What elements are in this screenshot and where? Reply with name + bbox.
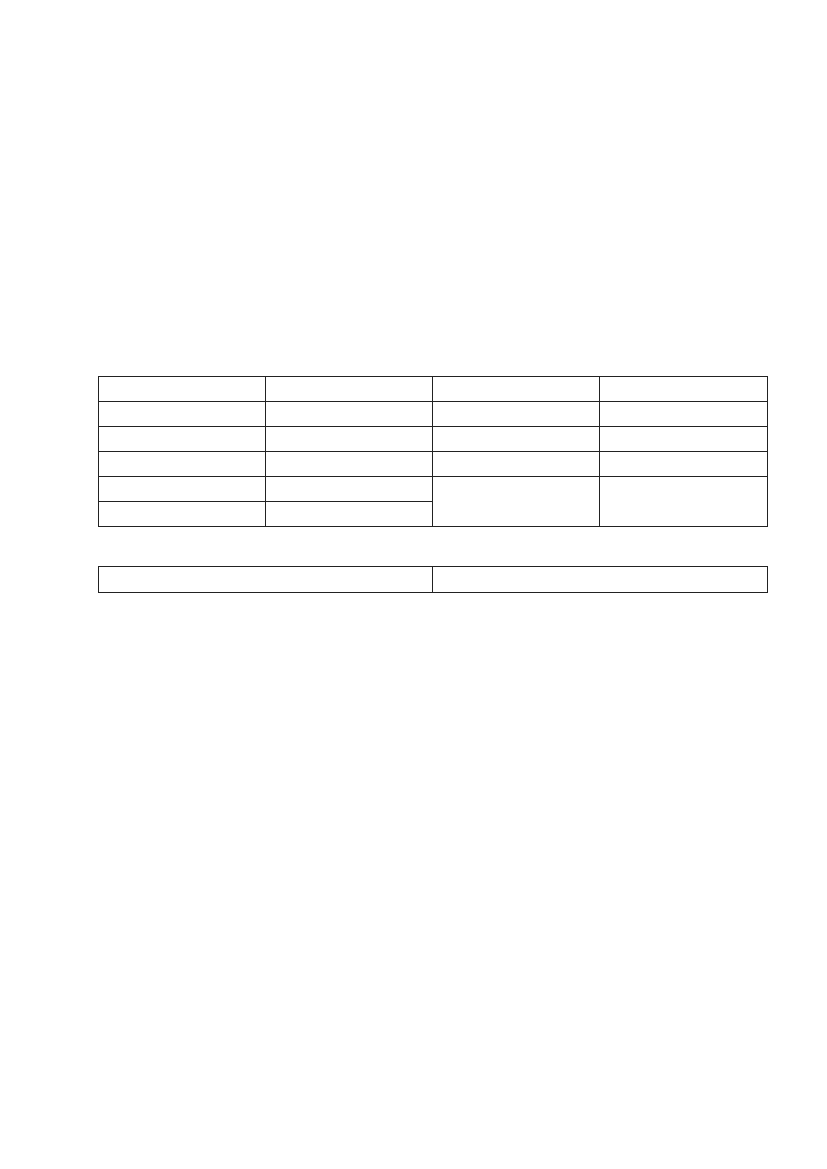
table-row [99,477,768,502]
table-header-cell [99,567,433,593]
table-row [99,452,768,477]
table-header-cell [265,377,432,402]
table-cell [432,477,600,527]
table-header-cell [600,377,768,402]
table-cell [265,477,432,502]
table-cell [265,452,432,477]
table-row [99,427,768,452]
table-cell [99,452,266,477]
table-header-cell [433,567,768,593]
table-header-cell [432,377,600,402]
table-cell [265,502,432,527]
table-header-cell [99,377,266,402]
table-cell [432,402,600,427]
table-cell [99,477,266,502]
table-1 [98,376,768,527]
table-cell [600,477,768,527]
table-cell [600,452,768,477]
table-cell [265,427,432,452]
table-header-row [99,377,768,402]
table-2 [98,566,768,593]
table-cell [600,427,768,452]
table-header-row [99,567,768,593]
table-cell [432,427,600,452]
table-cell [99,402,266,427]
table-cell [99,502,266,527]
table-cell [99,427,266,452]
table-row [99,402,768,427]
table-cell [600,402,768,427]
table-cell [265,402,432,427]
table-cell [432,452,600,477]
